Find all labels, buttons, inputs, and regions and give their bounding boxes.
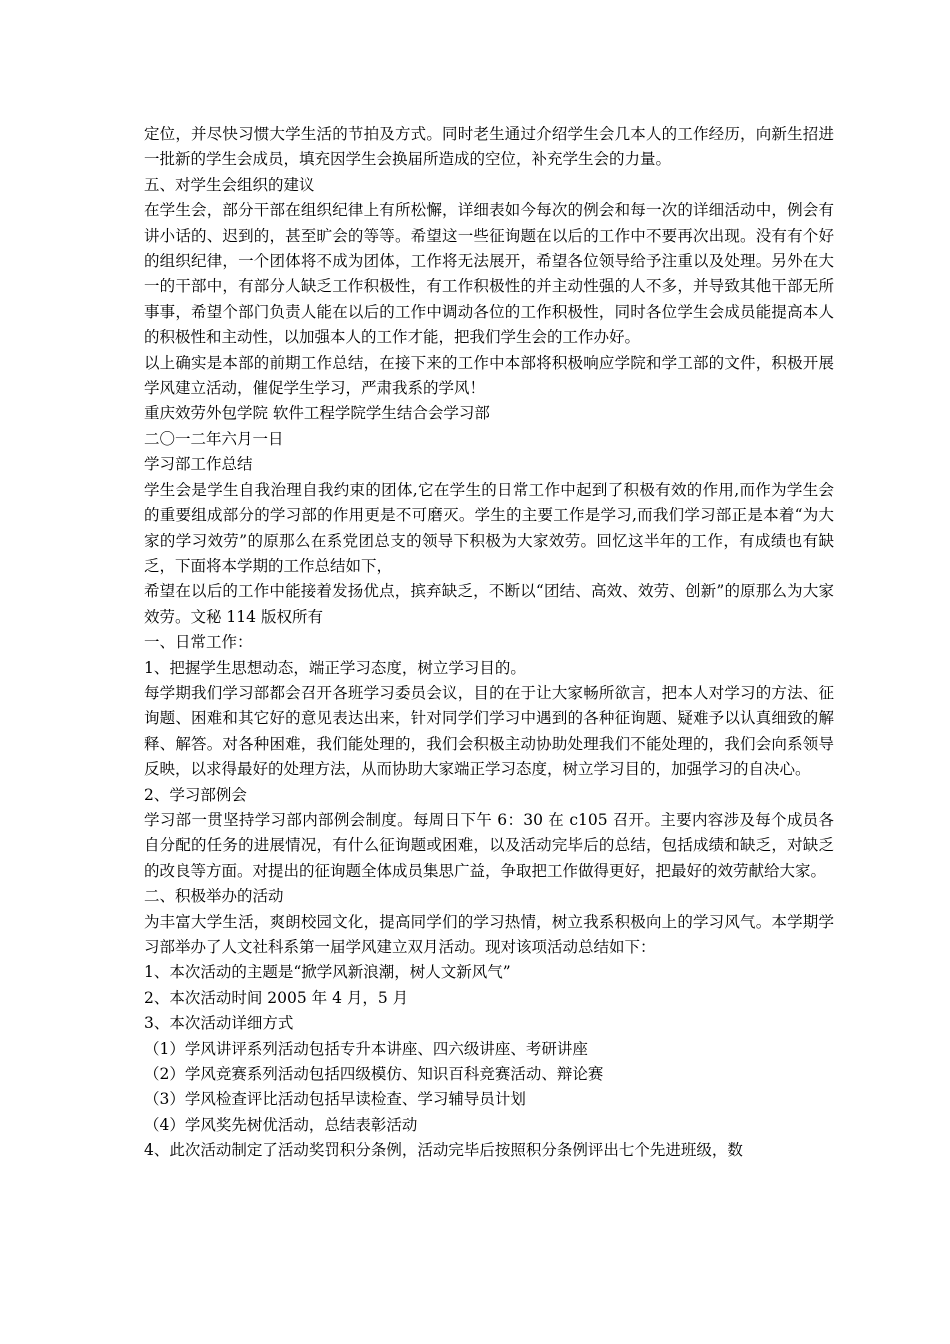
paragraph-continued-intro: 定位，并尽快习惯大学生活的节拍及方式。同时老生通过介绍学生会几本人的工作经历，向新生招进一批新的学生会成员，填充因学生会换届所造成的空位，补充学生会的力量。 (144, 125, 834, 169)
activity-subitem-4: （4）学风奖先树优活动，总结表彰活动 (144, 1115, 418, 1134)
heading-daily-work: 一、日常工作： (144, 633, 253, 652)
activity-item-rules: 4、此次活动制定了活动奖罚积分条例，活动完毕后按照积分条例评出七个先进班级，数 (144, 1141, 743, 1160)
activity-subitem-1: （1）学风讲评系列活动包括专升本讲座、四六级讲座、考研讲座 (144, 1039, 588, 1058)
heading-activities: 二、积极举办的活动 (144, 887, 284, 906)
activity-item-theme: 1、本次活动的主题是“掀学风新浪潮，树人文新风气” (144, 963, 511, 982)
heading-suggestions: 五、对学生会组织的建议 (144, 175, 315, 194)
activity-subitem-3: （3）学风检查评比活动包括早读检查、学习辅导员计划 (144, 1090, 526, 1109)
signature-date: 二〇一二年六月一日 (144, 429, 284, 448)
paragraph-study-meetings: 每学期我们学习部都会召开各班学习委员会议，目的在于让大家畅所欲言，把本人对学习的方法、征询题、困难和其它好的意见表达出来，针对同学们学习中遇到的各种征询题、疑难予以认真细致的解释、解答。对各种困难，我们能处理的，我们会积极主动协助处理我们不能处理的，我们会向系领导反映，以求得最好的处理方法，从而协助大家端正学习态度，树立学习目的，加强学习的自决心。 (144, 683, 834, 779)
paragraph-weekly-meeting: 学习部一贯坚持学习部内部例会制度。每周日下午 6：30 在 c105 召开。主要内容涉及每个成员各自分配的任务的进展情况，有什么征询题或困难，以及活动完毕后的总结，包括成绩和缺乏，对缺乏的改良等方面。对提出的征询题全体成员集思广益，争取把工作做得更好，把最好的效劳献给大家。 (144, 810, 834, 880)
paragraph-conclusion: 以上确实是本部的前期工作总结，在接下来的工作中本部将积极响应学院和学工部的文件，积极开展学风建立活动，催促学生学习，严肃我系的学风！ (144, 353, 834, 398)
paragraph-hope: 希望在以后的工作中能接着发扬优点，摈弃缺乏，不断以“团结、高效、效劳、创新”的原那么为大家效劳。文秘 114 版权所有 (144, 582, 834, 626)
item-2-title: 2、学习部例会 (144, 785, 247, 804)
document-body (144, 122, 834, 1164)
signature-organization: 重庆效劳外包学院 软件工程学院学生结合会学习部 (144, 404, 490, 423)
activity-item-time: 2、本次活动时间 2005 年 4 月，5 月 (144, 988, 409, 1007)
paragraph-suggestions: 在学生会，部分干部在组织纪律上有所松懈，详细表如今每次的例会和每一次的详细活动中，例会有讲小话的、迟到的，甚至旷会的等等。希望这一些征询题在以后的工作中不要再次出现。没有有个好的组织纪律，一个团体将不成为团体，工作将无法展开，希望各位领导给予注重以及处理。另外在大一的干部中，有部分人缺乏工作积极性，有工作积极性的并主动性强的人不多，并导致其他干部无所事事，希望个部门负责人能在以后的工作中调动各位的工作积极性，同时各位学生会成员能提高本人的积极性和主动性，以加强本人的工作才能，把我们学生会的工作办好。 (144, 201, 834, 347)
activity-subitem-2: （2）学风竞赛系列活动包括四级模仿、知识百科竞赛活动、辩论赛 (144, 1065, 604, 1084)
activity-item-format: 3、本次活动详细方式 (144, 1014, 294, 1033)
item-1-title: 1、把握学生思想动态，端正学习态度，树立学习目的。 (144, 658, 526, 677)
paragraph-activities-intro: 为丰富大学生活，爽朗校园文化，提高同学们的学习热情，树立我系积极向上的学习风气。本学期学习部举办了人文社科系第一届学风建立双月活动。现对该项活动总结如下： (144, 912, 834, 956)
paragraph-intro: 学生会是学生自我治理自我约束的团体,它在学生的日常工作中起到了积极有效的作用,而作为学生会的重要组成部分的学习部的作用更是不可磨灭。学生的主要工作是学习,而我们学习部正是本着“为大家的学习效劳”的原那么在系党团总支的领导下积极为大家效劳。回忆这半年的工作，有成绩也有缺乏，下面将本学期的工作总结如下， (144, 480, 834, 575)
section-title: 学习部工作总结 (144, 455, 253, 474)
